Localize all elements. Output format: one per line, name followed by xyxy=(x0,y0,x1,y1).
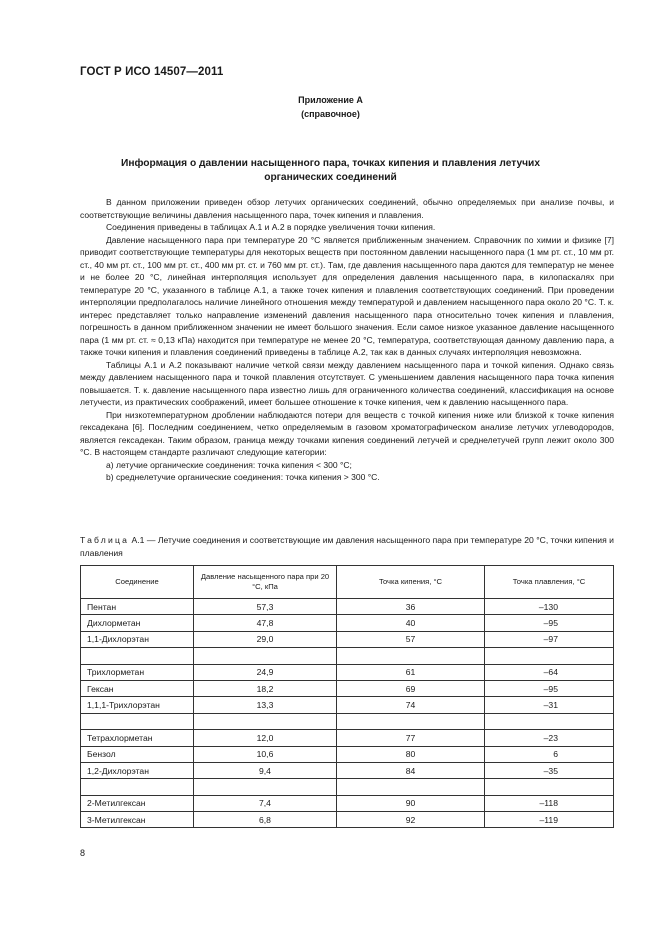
cell-compound xyxy=(81,779,194,795)
table-row xyxy=(81,615,614,631)
cell-melting-point: 6 xyxy=(485,746,614,762)
cell-melting-point: –97 xyxy=(485,631,614,647)
cell-boiling-point: 36 xyxy=(337,599,485,615)
cell-vapor-pressure xyxy=(194,648,337,664)
cell-compound: 3-Метилгексан xyxy=(81,812,194,828)
cell-melting-point: –130 xyxy=(485,599,614,615)
cell-vapor-pressure: 57,3 xyxy=(194,599,337,615)
cell-vapor-pressure: 7,4 xyxy=(194,795,337,811)
cell-melting-point: –119 xyxy=(485,812,614,828)
table-header-row xyxy=(81,566,614,599)
table-spacer-row xyxy=(81,648,614,664)
table-row xyxy=(81,746,614,762)
cell-compound: Тетрахлорметан xyxy=(81,730,194,746)
header-boiling-point: Точка кипения, °С xyxy=(337,566,485,599)
cell-compound: Гексан xyxy=(81,680,194,696)
cell-vapor-pressure: 13,3 xyxy=(194,697,337,713)
table-row xyxy=(81,664,614,680)
page-number: 8 xyxy=(80,848,86,858)
header-compound: Соединение xyxy=(81,566,194,599)
header-melting-point: Точка плавления, °С xyxy=(485,566,614,599)
appendix-label: Приложение А xyxy=(298,95,363,105)
cell-boiling-point: 57 xyxy=(337,631,485,647)
cell-vapor-pressure: 12,0 xyxy=(194,730,337,746)
cell-boiling-point xyxy=(337,779,485,795)
table-row xyxy=(81,730,614,746)
cell-compound: 1,2-Дихлорэтан xyxy=(81,762,194,778)
cell-boiling-point: 90 xyxy=(337,795,485,811)
cell-compound: 1,1-Дихлорэтан xyxy=(81,631,194,647)
cell-melting-point: –35 xyxy=(485,762,614,778)
cell-vapor-pressure: 18,2 xyxy=(194,680,337,696)
cell-boiling-point xyxy=(337,648,485,664)
paragraph: В данном приложении приведен обзор летучих органических соединений, обычно определяемых при анализе почвы, и соответствующие величины давления насыщенного пара, точек кипения и плавления. xyxy=(80,197,614,220)
standard-header: ГОСТ Р ИСО 14507—2011 xyxy=(80,66,224,78)
appendix-title: Информация о давлении насыщенного пара, точках кипения и плавления летучих органических соединений xyxy=(121,158,540,183)
cell-boiling-point: 61 xyxy=(337,664,485,680)
table-row xyxy=(81,795,614,811)
cell-melting-point xyxy=(485,648,614,664)
cell-compound: Трихлорметан xyxy=(81,664,194,680)
paragraph: Давление насыщенного пара при температуре 20 °С является приближенным значением. Справочник по химии и физике [7] приводит соответствующие температуры для некоторых веществ при постоянном давлении насыщенного пара (1 мм рт. ст., 10 мм рт. ст., 40 мм рт. ст., 100 мм рт. ст., 400 мм рт. ст. и 760 мм рт. ст.). Там, где давления насыщенного пара даются для температур не менее и не более 20 °С, линейная интерполяция использует для определения давления насыщенного пара, в килопаскалях при температуре 20 °С, указанного в таблице А.1, а также точек кипения и плавления соответствующих соединений. При проведении интерполяции предполагалось наличие линейного отношения между температурой и давлением насыщенного пара около 20 °С. Т. к. интерес представляет только направление изменений давления насыщенного пара относительно точек кипения и плавления, погрешность в данном приближенном значении не имеет большого значения. Если самое низкое указанное давление насыщенного пара (1 мм рт. ст. ≈ 0,13 кПа) находится при температуре не менее 20 °С, температура, соответствующая данному давлению пара, а также точки кипения и плавления соединений приведены в таблице А.2, так как в данных случаях интерполяция невозможна. xyxy=(80,234,614,357)
table-caption-label: Таблица xyxy=(80,535,130,545)
table-caption-text: А.1 — Летучие соединения и соответствующие им давления насыщенного пара при температуре 20 °С, точки кипения и плавления xyxy=(80,535,614,558)
table-spacer-row xyxy=(81,779,614,795)
cell-compound: 1,1,1-Трихлорэтан xyxy=(81,697,194,713)
data-table xyxy=(80,565,614,828)
cell-vapor-pressure: 10,6 xyxy=(194,746,337,762)
cell-vapor-pressure: 29,0 xyxy=(194,631,337,647)
table-row xyxy=(81,697,614,713)
appendix-note: (справочное) xyxy=(301,109,360,119)
cell-boiling-point xyxy=(337,713,485,729)
cell-vapor-pressure: 9,4 xyxy=(194,762,337,778)
cell-vapor-pressure xyxy=(194,713,337,729)
cell-melting-point: –23 xyxy=(485,730,614,746)
cell-melting-point: –95 xyxy=(485,615,614,631)
cell-boiling-point: 92 xyxy=(337,812,485,828)
cell-compound: Пентан xyxy=(81,599,194,615)
cell-melting-point: –118 xyxy=(485,795,614,811)
cell-melting-point: –64 xyxy=(485,664,614,680)
cell-melting-point: –31 xyxy=(485,697,614,713)
table-body xyxy=(81,599,614,828)
paragraph: Таблицы А.1 и А.2 показывают наличие четкой связи между давлением насыщенного пара и точкой кипения. Однако связь между давлением насыщенного пара и точкой плавления отсутствует. С уменьшением давления насыщенного пара точка кипения повышается. Т. к. давление насыщенного пара известно лишь для ограниченного количества соединений, классификация на основе летучести, из практических соображений, имеет большее отношение к точке кипения, чем к давлению насыщенного пара. xyxy=(80,359,614,407)
table-row xyxy=(81,762,614,778)
table-row xyxy=(81,599,614,615)
cell-melting-point xyxy=(485,779,614,795)
cell-boiling-point: 74 xyxy=(337,697,485,713)
cell-compound xyxy=(81,713,194,729)
cell-melting-point: –95 xyxy=(485,680,614,696)
cell-compound: 2-Метилгексан xyxy=(81,795,194,811)
paragraph: При низкотемпературном дроблении наблюдаются потери для веществ с точкой кипения ниже или близкой к точке кипения гексадекана [6]. Последним соединением, четко определяемым в газовом хроматографическом анализе летучих углеводородов, является гексадекан. Таким образом, граница между точками кипения соединений летучей и среднелетучей групп лежит около 300 °С. В настоящем стандарте различают следующие категории: xyxy=(80,409,614,457)
cell-boiling-point: 84 xyxy=(337,762,485,778)
cell-compound xyxy=(81,648,194,664)
cell-boiling-point: 77 xyxy=(337,730,485,746)
paragraph: Соединения приведены в таблицах А.1 и А.2 в порядке увеличения точки кипения. xyxy=(106,222,436,232)
cell-boiling-point: 40 xyxy=(337,615,485,631)
table-row xyxy=(81,812,614,828)
cell-boiling-point: 69 xyxy=(337,680,485,696)
table-spacer-row xyxy=(81,713,614,729)
header-vapor-pressure: Давление насыщенного пара при 20 °С, кПа xyxy=(194,566,337,599)
body-text xyxy=(80,196,614,484)
cell-boiling-point: 80 xyxy=(337,746,485,762)
table-caption xyxy=(80,534,614,559)
cell-compound: Дихлорметан xyxy=(81,615,194,631)
table-row xyxy=(81,631,614,647)
cell-vapor-pressure: 24,9 xyxy=(194,664,337,680)
cell-melting-point xyxy=(485,713,614,729)
list-item: а) летучие органические соединения: точка кипения < 300 °С; xyxy=(106,459,352,470)
table-row xyxy=(81,680,614,696)
cell-vapor-pressure xyxy=(194,779,337,795)
cell-compound: Бензол xyxy=(81,746,194,762)
list-item: b) среднелетучие органические соединения: точка кипения > 300 °С. xyxy=(106,472,380,482)
cell-vapor-pressure: 6,8 xyxy=(194,812,337,828)
cell-vapor-pressure: 47,8 xyxy=(194,615,337,631)
